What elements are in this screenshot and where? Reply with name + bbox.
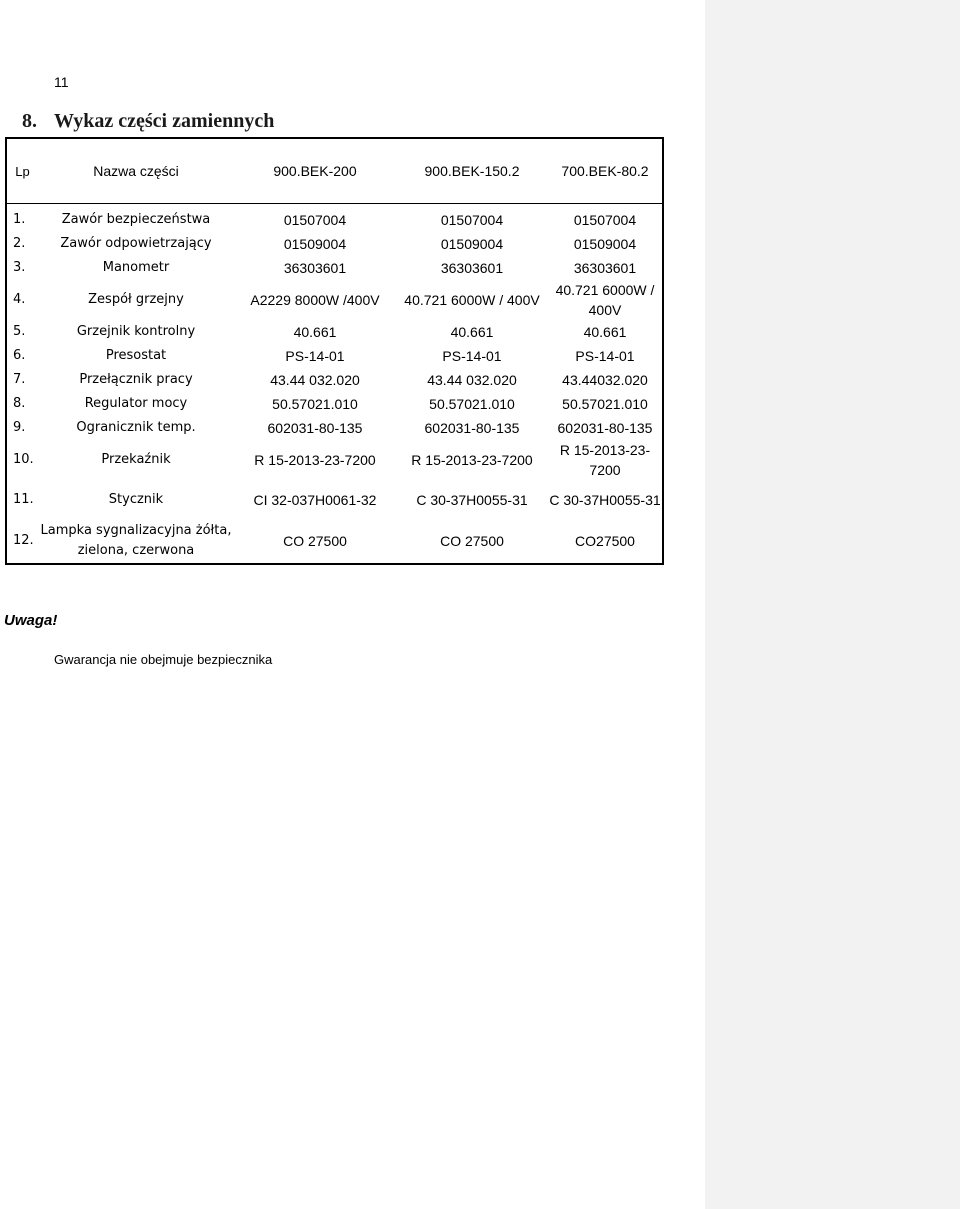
part-code-cell: 36303601: [573, 259, 637, 276]
table-row: [6, 280, 663, 320]
part-code-cell: 40.661: [583, 323, 627, 340]
part-name-cell: Manometr: [102, 259, 170, 275]
row-number-cell: 7.: [13, 371, 26, 387]
part-code-cell: R 15-2013-23-7200: [411, 451, 533, 468]
table-row: [6, 344, 663, 368]
part-code-cell: 602031-80-135: [557, 419, 653, 436]
part-code-cell: PS-14-01: [285, 347, 345, 364]
part-code-cell: 50.57021.010: [562, 395, 648, 412]
part-code-cell: 01509004: [283, 235, 347, 252]
header-model-2: 900.BEK-150.2: [396, 138, 548, 204]
part-code-cell: 43.44032.020: [562, 371, 648, 388]
part-code-cell: 36303601: [440, 259, 504, 276]
part-name-cell: Presostat: [105, 347, 167, 363]
part-code-cell: A2229 8000W /400V: [250, 291, 380, 308]
table-row: [6, 256, 663, 280]
warranty-note: Gwarancja nie obejmuje bezpiecznika: [54, 652, 273, 667]
part-code-cell: CO27500: [575, 533, 635, 549]
table-row: [6, 392, 663, 416]
part-code-cell: 40.721 6000W / 400V: [555, 281, 655, 318]
table-row: [6, 368, 663, 392]
part-name-cell: Grzejnik kontrolny: [76, 323, 196, 339]
row-number-cell: 9.: [13, 419, 26, 435]
warning-label: Uwaga!: [4, 612, 58, 629]
part-code-cell: 36303601: [283, 259, 347, 276]
part-code-cell: 40.661: [450, 323, 494, 340]
part-name-cell: Przełącznik pracy: [79, 371, 193, 387]
header-model-3: 700.BEK-80.2: [548, 138, 663, 204]
part-name-cell: Zespół grzejny: [88, 291, 184, 307]
part-code-cell: C 30-37H0055-31: [416, 491, 528, 508]
part-code-cell: 01507004: [283, 211, 347, 228]
part-code-cell: CI 32-037H0061-32: [253, 491, 377, 508]
spare-parts-table: [5, 137, 664, 565]
row-number-cell: 4.: [13, 291, 26, 307]
part-code-cell: 40.661: [293, 323, 337, 340]
row-number-cell: 12.: [13, 533, 34, 548]
row-number-cell: 6.: [13, 347, 26, 363]
part-name-cell: Regulator mocy: [84, 395, 188, 411]
part-code-cell: C 30-37H0055-31: [549, 491, 661, 508]
row-number-cell: 2.: [13, 235, 26, 251]
part-code-cell: CO 27500: [283, 533, 347, 549]
page-number: 11: [54, 74, 69, 90]
table-row: [6, 320, 663, 344]
part-code-cell: R 15-2013-23-7200: [254, 451, 376, 468]
row-number-cell: 10.: [13, 451, 34, 467]
part-code-cell: 01507004: [573, 211, 637, 228]
part-code-cell: PS-14-01: [575, 347, 635, 364]
part-code-cell: 43.44 032.020: [427, 371, 517, 388]
part-code-cell: 43.44 032.020: [270, 371, 360, 388]
part-code-cell: 602031-80-135: [267, 419, 363, 436]
table-row: [6, 232, 663, 256]
part-code-cell: 602031-80-135: [424, 419, 520, 436]
part-code-cell: 40.721 6000W / 400V: [404, 291, 540, 308]
table-row: [6, 204, 663, 232]
table-row: [6, 440, 663, 480]
row-number-cell: 3.: [13, 259, 26, 275]
row-number-cell: 11.: [13, 491, 34, 507]
section-heading: [22, 110, 274, 133]
table-row: [6, 480, 663, 520]
part-name-cell: Zawór bezpieczeństwa: [61, 211, 211, 227]
section-title: Wykaz części zamiennych: [54, 110, 275, 132]
part-code-cell: 50.57021.010: [429, 395, 515, 412]
part-code-cell: 01509004: [440, 235, 504, 252]
table-header-row: [6, 138, 663, 204]
part-code-cell: R 15-2013-23-7200: [559, 441, 651, 478]
part-name-cell: Stycznik: [108, 491, 164, 507]
table-row: [6, 520, 663, 564]
table-row: [6, 416, 663, 440]
row-number-cell: 5.: [13, 323, 26, 339]
part-name-cell: Ogranicznik temp.: [76, 419, 196, 435]
header-lp: Lp: [6, 138, 38, 204]
part-name-cell: Lampka sygnalizacyjna żółta, zielona, czerwona: [40, 523, 232, 558]
header-part-name: Nazwa części: [38, 138, 234, 204]
row-number-cell: 8.: [13, 395, 26, 411]
part-name-cell: Przekaźnik: [101, 451, 171, 467]
part-code-cell: 50.57021.010: [272, 395, 358, 412]
part-code-cell: 01509004: [573, 235, 637, 252]
part-code-cell: CO 27500: [440, 533, 504, 549]
header-model-1: 900.BEK-200: [234, 138, 396, 204]
section-number: 8.: [22, 110, 37, 132]
part-code-cell: 01507004: [440, 211, 504, 228]
part-code-cell: PS-14-01: [442, 347, 502, 364]
part-name-cell: Zawór odpowietrzający: [60, 235, 212, 251]
row-number-cell: 1.: [13, 211, 26, 227]
side-panel: [705, 0, 960, 1209]
